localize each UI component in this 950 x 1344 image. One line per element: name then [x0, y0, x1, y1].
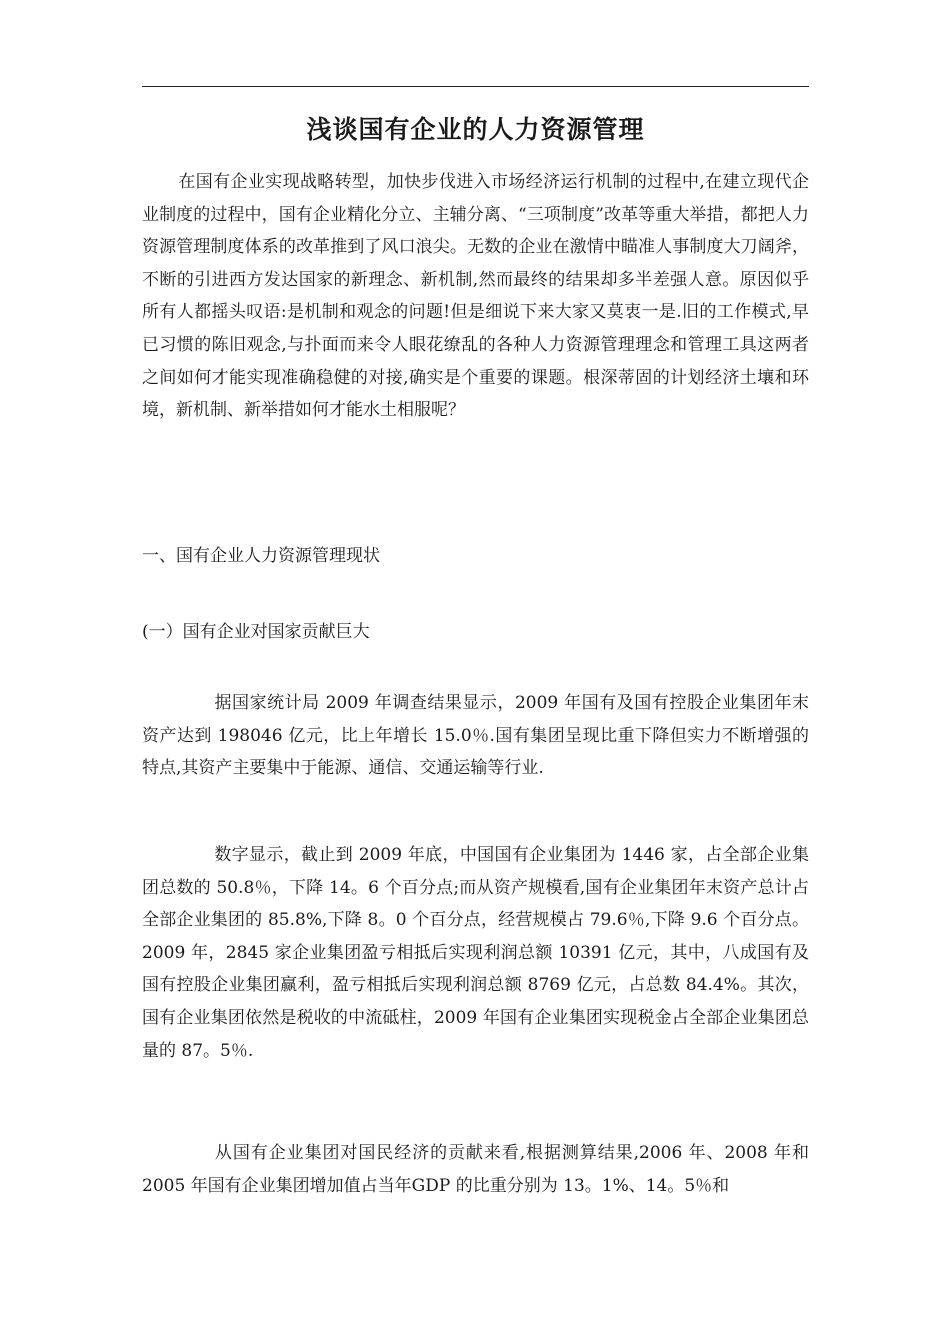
subsection-heading: [142, 616, 809, 648]
subsection-heading-text: (一）国有企业对国家贡献巨大: [142, 622, 370, 642]
body-paragraph-1-text: 据国家统计局 2009 年调查结果显示，2009 年国有及国有控股企业集团年末资产达到 198046 亿元，比上年增长 15.0％.国有集团呈现比重下降但实力不断增强的特点,其资产主要集中于能源、通信、交通运输等行业.: [142, 693, 809, 779]
body-paragraph-3-text: 从国有企业集团对国民经济的贡献来看,根据测算结果,2006 年、2008 年和 2005 年国有企业集团增加值占当年GDP 的比重分别为 13。1%、14。5％和: [142, 1143, 809, 1196]
body-paragraph-3: [142, 1137, 809, 1202]
body-paragraph-2: [142, 839, 809, 1067]
section-heading-text: 一、国有企业人力资源管理现状: [142, 546, 380, 566]
intro-paragraph: [142, 166, 809, 427]
section-heading: [142, 540, 809, 572]
header-rule: [142, 86, 809, 87]
intro-text: 在国有企业实现战略转型，加快步伐进入市场经济运行机制的过程中,在建立现代企业制度的过程中，国有企业精化分立、主辅分离、“三项制度”改革等重大举措，都把人力资源管理制度体系的改革推到了风口浪尖。无数的企业在激情中瞄准人事制度大刀阔斧，不断的引进西方发达国家的新理念、新机制,然而最终的结果却多半差强人意。原因似乎所有人都摇头叹语:是机制和观念的问题!但是细说下来大家又莫衷一是.旧的工作模式,早已习惯的陈旧观念,与扑面而来令人眼花缭乱的各种人力资源管理理念和管理工具这两者之间如何才能实现准确稳健的对接,确实是个重要的课题。根深蒂固的计划经济土壤和环境，新机制、新举措如何才能水土相服呢？: [142, 172, 809, 421]
body-paragraph-2-text: 数字显示，截止到 2009 年底，中国国有企业集团为 1446 家，占全部企业集团总数的 50.8％，下降 14。6 个百分点;而从资产规模看,国有企业集团年末资产总计占全部企业集团的 85.8%,下降 8。0 个百分点，经营规模占 79.6％,下降 9.6 个百分点。2009 年，2845 家企业集团盈亏相抵后实现利润总额 10391 亿元，其中，八成国有及国有控股企业集团赢利，盈亏相抵后实现利润总额 8769 亿元，占总数 84.4%。其次，国有企业集团依然是税收的中流砥柱，2009 年国有企业集团实现税金占全部企业集团总量的 87。5％.: [142, 845, 809, 1061]
body-paragraph-1: [142, 687, 809, 785]
document-title: 浅谈国有企业的人力资源管理: [306, 115, 645, 144]
